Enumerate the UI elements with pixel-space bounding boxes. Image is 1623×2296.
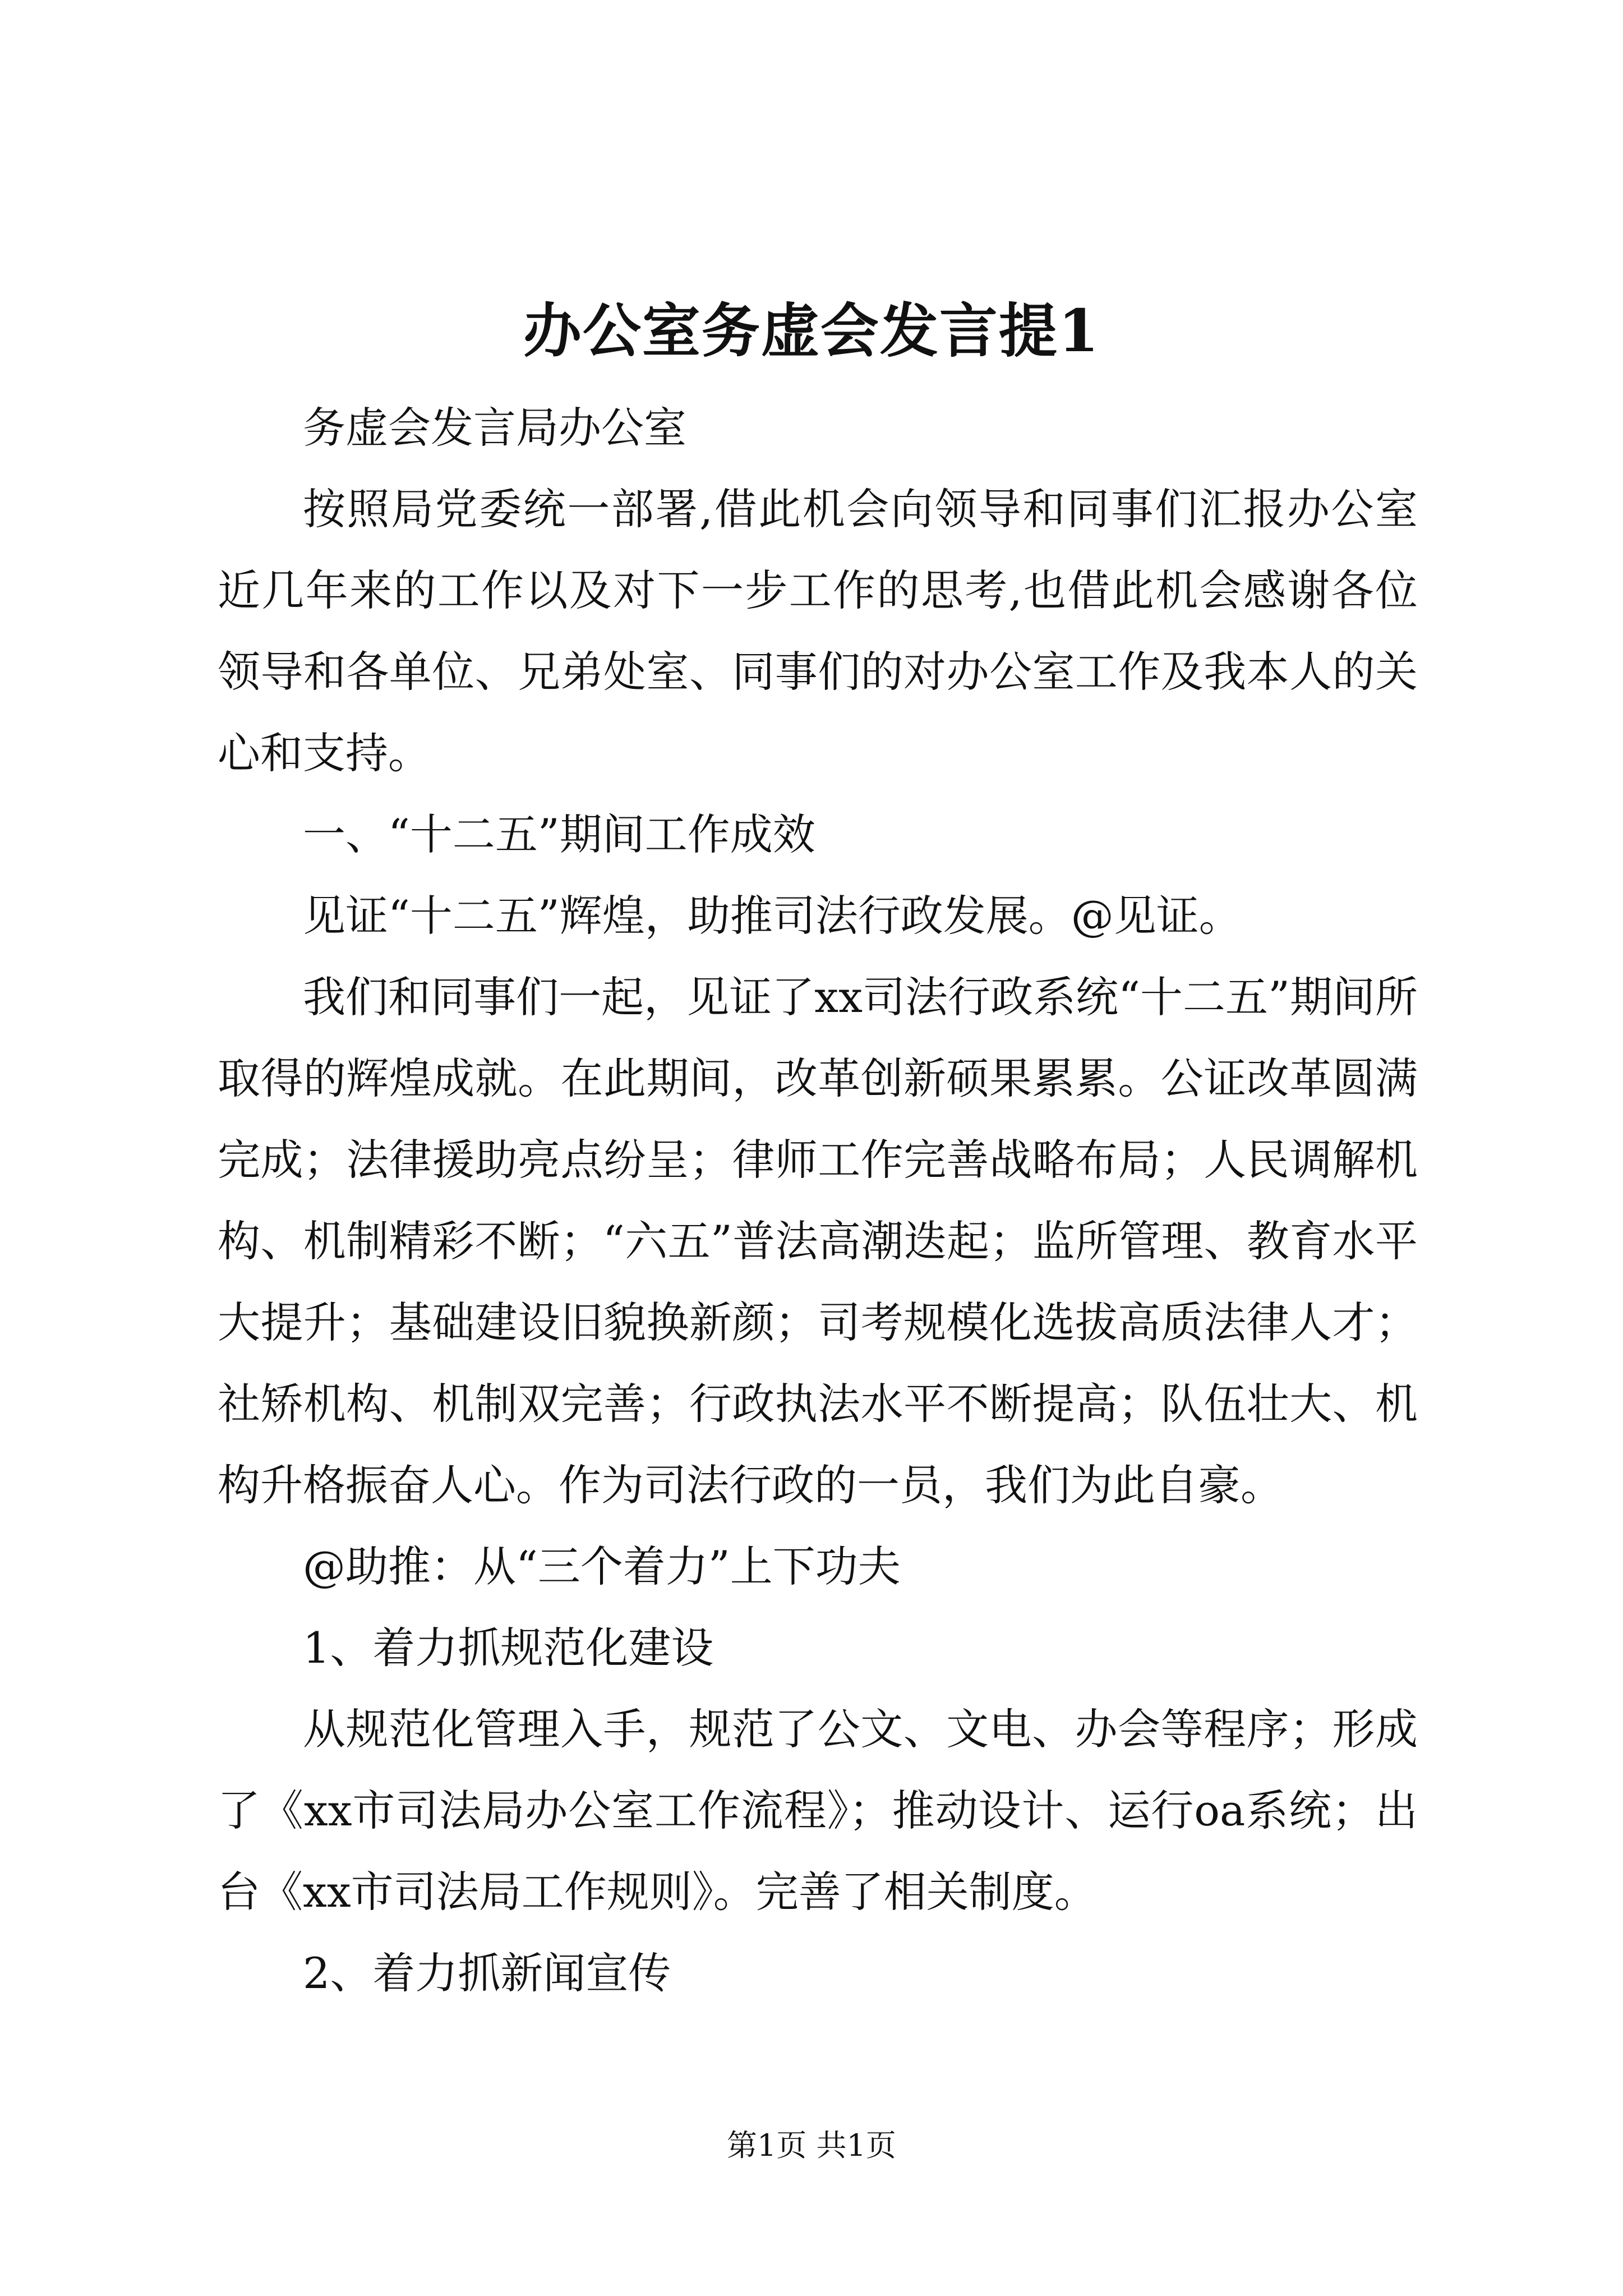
paragraph-3: 见证“十二五”辉煌，助推司法行政发展。@见证。 <box>303 891 1242 941</box>
section-heading-1: 一、“十二五”期间工作成效 <box>303 809 815 859</box>
paragraph-2: 按照局党委统一部署,借此机会向领导和同事们汇报办公室近几年来的工作以及对下一步工作的思考,也借此机会感谢各位领导和各单位、兄弟处室、同事们的对办公室工作及我本人的关心和支持。 <box>218 484 1418 778</box>
list-item-2: 2、着力抓新闻宣传 <box>303 1948 671 1998</box>
document-body <box>218 387 1418 2014</box>
page-footer: 第1页 共1页 <box>727 2128 896 2163</box>
paragraph-1: 务虚会发言局办公室 <box>303 403 686 453</box>
list-item-1: 1、着力抓规范化建设 <box>303 1623 714 1673</box>
sub-heading-1: @助推：从“三个着力”上下功夫 <box>303 1542 901 1591</box>
paragraph-5: 从规范化管理入手，规范了公文、文电、办会等程序；形成了《xx市司法局办公室工作流程》；推动设计、运行oa系统；出台《xx市司法局工作规则》。完善了相关制度。 <box>218 1704 1418 1917</box>
document-title: 办公室务虚会发言提1 <box>523 296 1100 365</box>
paragraph-4: 我们和同事们一起，见证了xx司法行政系统“十二五”期间所取得的辉煌成就。在此期间，改革创新硕果累累。公证改革圆满完成；法律援助亮点纷呈；律师工作完善战略布局；人民调解机构、机制精彩不断；“六五”普法高潮迭起；监所管理、教育水平大提升；基础建设旧貌换新颜；司考规模化选拔高质法律人才；社矫机构、机制双完善；行政执法水平不断提高；队伍壮大、机构升格振奋人心。作为司法行政的一员，我们为此自豪。 <box>218 972 1418 1510</box>
